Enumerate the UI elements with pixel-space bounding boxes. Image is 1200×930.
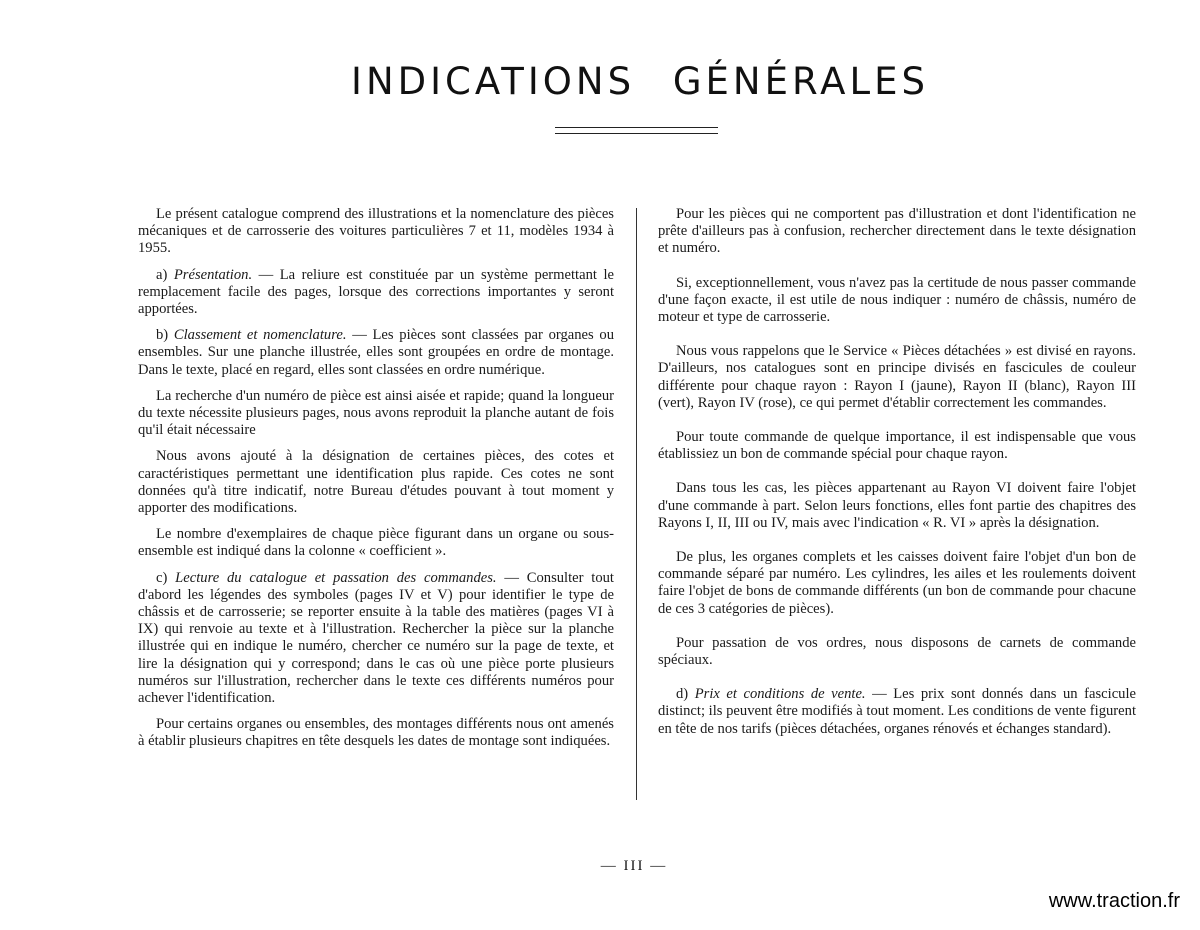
- section-text: — Consulter tout d'abord les légendes des symboles (pages IV et V) pour identifier le type de châssis et de carrosserie; se reporter ensuite à la table des matières (pages VI à IX) qui renvoie au texte et à l'illustration. Rechercher la pièce sur la planche illustrée qui en indique le numéro, chercher ce numéro sur la page de texte, et lire la désignation qui y correspond; dans le cas où une pièce porte plusieurs numéros sur l'illustration, rechercher dans le texte ces différents numéros pour achever l'identification.: [138, 569, 614, 707]
- section-title: Classement et nomenclature.: [173, 327, 347, 344]
- section-title: Prix et conditions de vente.: [694, 686, 866, 703]
- section-text: — Les pièces sont classées par organes ou ensembles. Sur une planche illustrée, elles sont groupées en ordre de montage. Dans le texte, placé en regard, elles sont classées en ordre numérique.: [138, 327, 614, 378]
- right-column: [658, 206, 1136, 755]
- section-label: a): [156, 266, 174, 283]
- column-divider: [636, 208, 637, 800]
- section-label: d): [676, 686, 695, 703]
- section-text: — La reliure est constituée par un système permettant le remplacement facile des pages, lorsque des corrections importantes y seront apportées.: [138, 266, 614, 318]
- page-number: — III —: [600, 858, 668, 874]
- paragraph-bon-special: Pour toute commande de quelque importance, il est indispensable que vous établissiez un bon de commande spécial pour chaque rayon.: [658, 429, 1136, 463]
- paragraph-lecture: [138, 570, 614, 708]
- paragraph-recherche: La recherche d'un numéro de pièce est ainsi aisée et rapide; quand la longueur du texte nécessite plusieurs pages, nous avons reproduit la planche autant de fois qu'il était nécessaire: [138, 387, 614, 439]
- paragraph-rayon-vi: Dans tous les cas, les pièces appartenant au Rayon VI doivent faire l'objet d'une commande à part. Selon leurs fonctions, elles font partie des chapitres des Rayons I, II, III ou IV, mais avec l'indication « R. VI » après la désignation.: [658, 480, 1136, 531]
- paragraph-rayons: Nous vous rappelons que le Service « Pièces détachées » est divisé en rayons. D'ailleurs, nos catalogues sont en principe divisés en fascicules de couleur différente pour chaque rayon : Rayon I (jaune), Rayon II (blanc), Rayon III (vert), Rayon IV (rose), ce qui permet d'établir correctement les commandes.: [658, 343, 1136, 411]
- paragraph-organes-complets: De plus, les organes complets et les caisses doivent faire l'objet d'un bon de commande séparé par numéro. Les cylindres, les ailes et les roulements doivent faire l'objet de bons de commande différents (un bon de commande pour chacune de ces 3 catégories de pièces).: [658, 549, 1136, 617]
- paragraph-classement: [138, 327, 614, 379]
- paragraph-montages: Pour certains organes ou ensembles, des montages différents nous ont amenés à établir plusieurs chapitres en tête desquels les dates de montage sont indiquées.: [138, 716, 614, 750]
- paragraph-cotes: Nous avons ajouté à la désignation de certaines pièces, des cotes et caractéristiques permettant une identification plus rapide. Ces cotes ne sont données qu'à titre indicatif, notre Bureau d'études pouvant à tout moment y apporter des modifications.: [138, 448, 614, 517]
- section-text: — Les prix sont donnés dans un fascicule distinct; ils peuvent être modifiés à tout moment. Les conditions de vente figurent en tête de nos tarifs (pièces détachées, organes rénovés et échanges standard).: [658, 686, 1137, 737]
- paragraph-intro: Le présent catalogue comprend des illustrations et la nomenclature des pièces mécaniques et de carrosserie des voitures particulières 7 et 11, modèles 1934 à 1955.: [138, 206, 614, 257]
- paragraph-exemplaires: Le nombre d'exemplaires de chaque pièce figurant dans un organe ou sous-ensemble est indiqué dans la colonne « coefficient ».: [138, 526, 614, 560]
- section-title: Lecture du catalogue et passation des commandes.: [175, 569, 497, 586]
- title-rule-top: [555, 127, 718, 128]
- section-title: Présentation.: [173, 266, 253, 283]
- paragraph-presentation: [138, 267, 614, 319]
- section-label: c): [156, 569, 176, 586]
- watermark: www.traction.fr: [1048, 890, 1180, 912]
- section-label: b): [156, 327, 174, 344]
- title-rule-bottom: [555, 133, 718, 134]
- paragraph-prix: [658, 686, 1136, 738]
- paragraph-sans-illustration: Pour les pièces qui ne comportent pas d'illustration et dont l'identification ne prête d'ailleurs pas à confusion, rechercher directement dans le texte désignation et numéro.: [658, 206, 1136, 257]
- page-title: INDICATIONS GÉNÉRALES: [351, 60, 929, 103]
- left-column: [138, 206, 614, 760]
- paragraph-carnets: Pour passation de vos ordres, nous disposons de carnets de commande spéciaux.: [658, 634, 1136, 669]
- paragraph-certitude: Si, exceptionnellement, vous n'avez pas la certitude de nous passer commande d'une façon exacte, il est utile de nous indiquer : numéro de châssis, numéro de moteur et type de carrosserie.: [658, 274, 1136, 326]
